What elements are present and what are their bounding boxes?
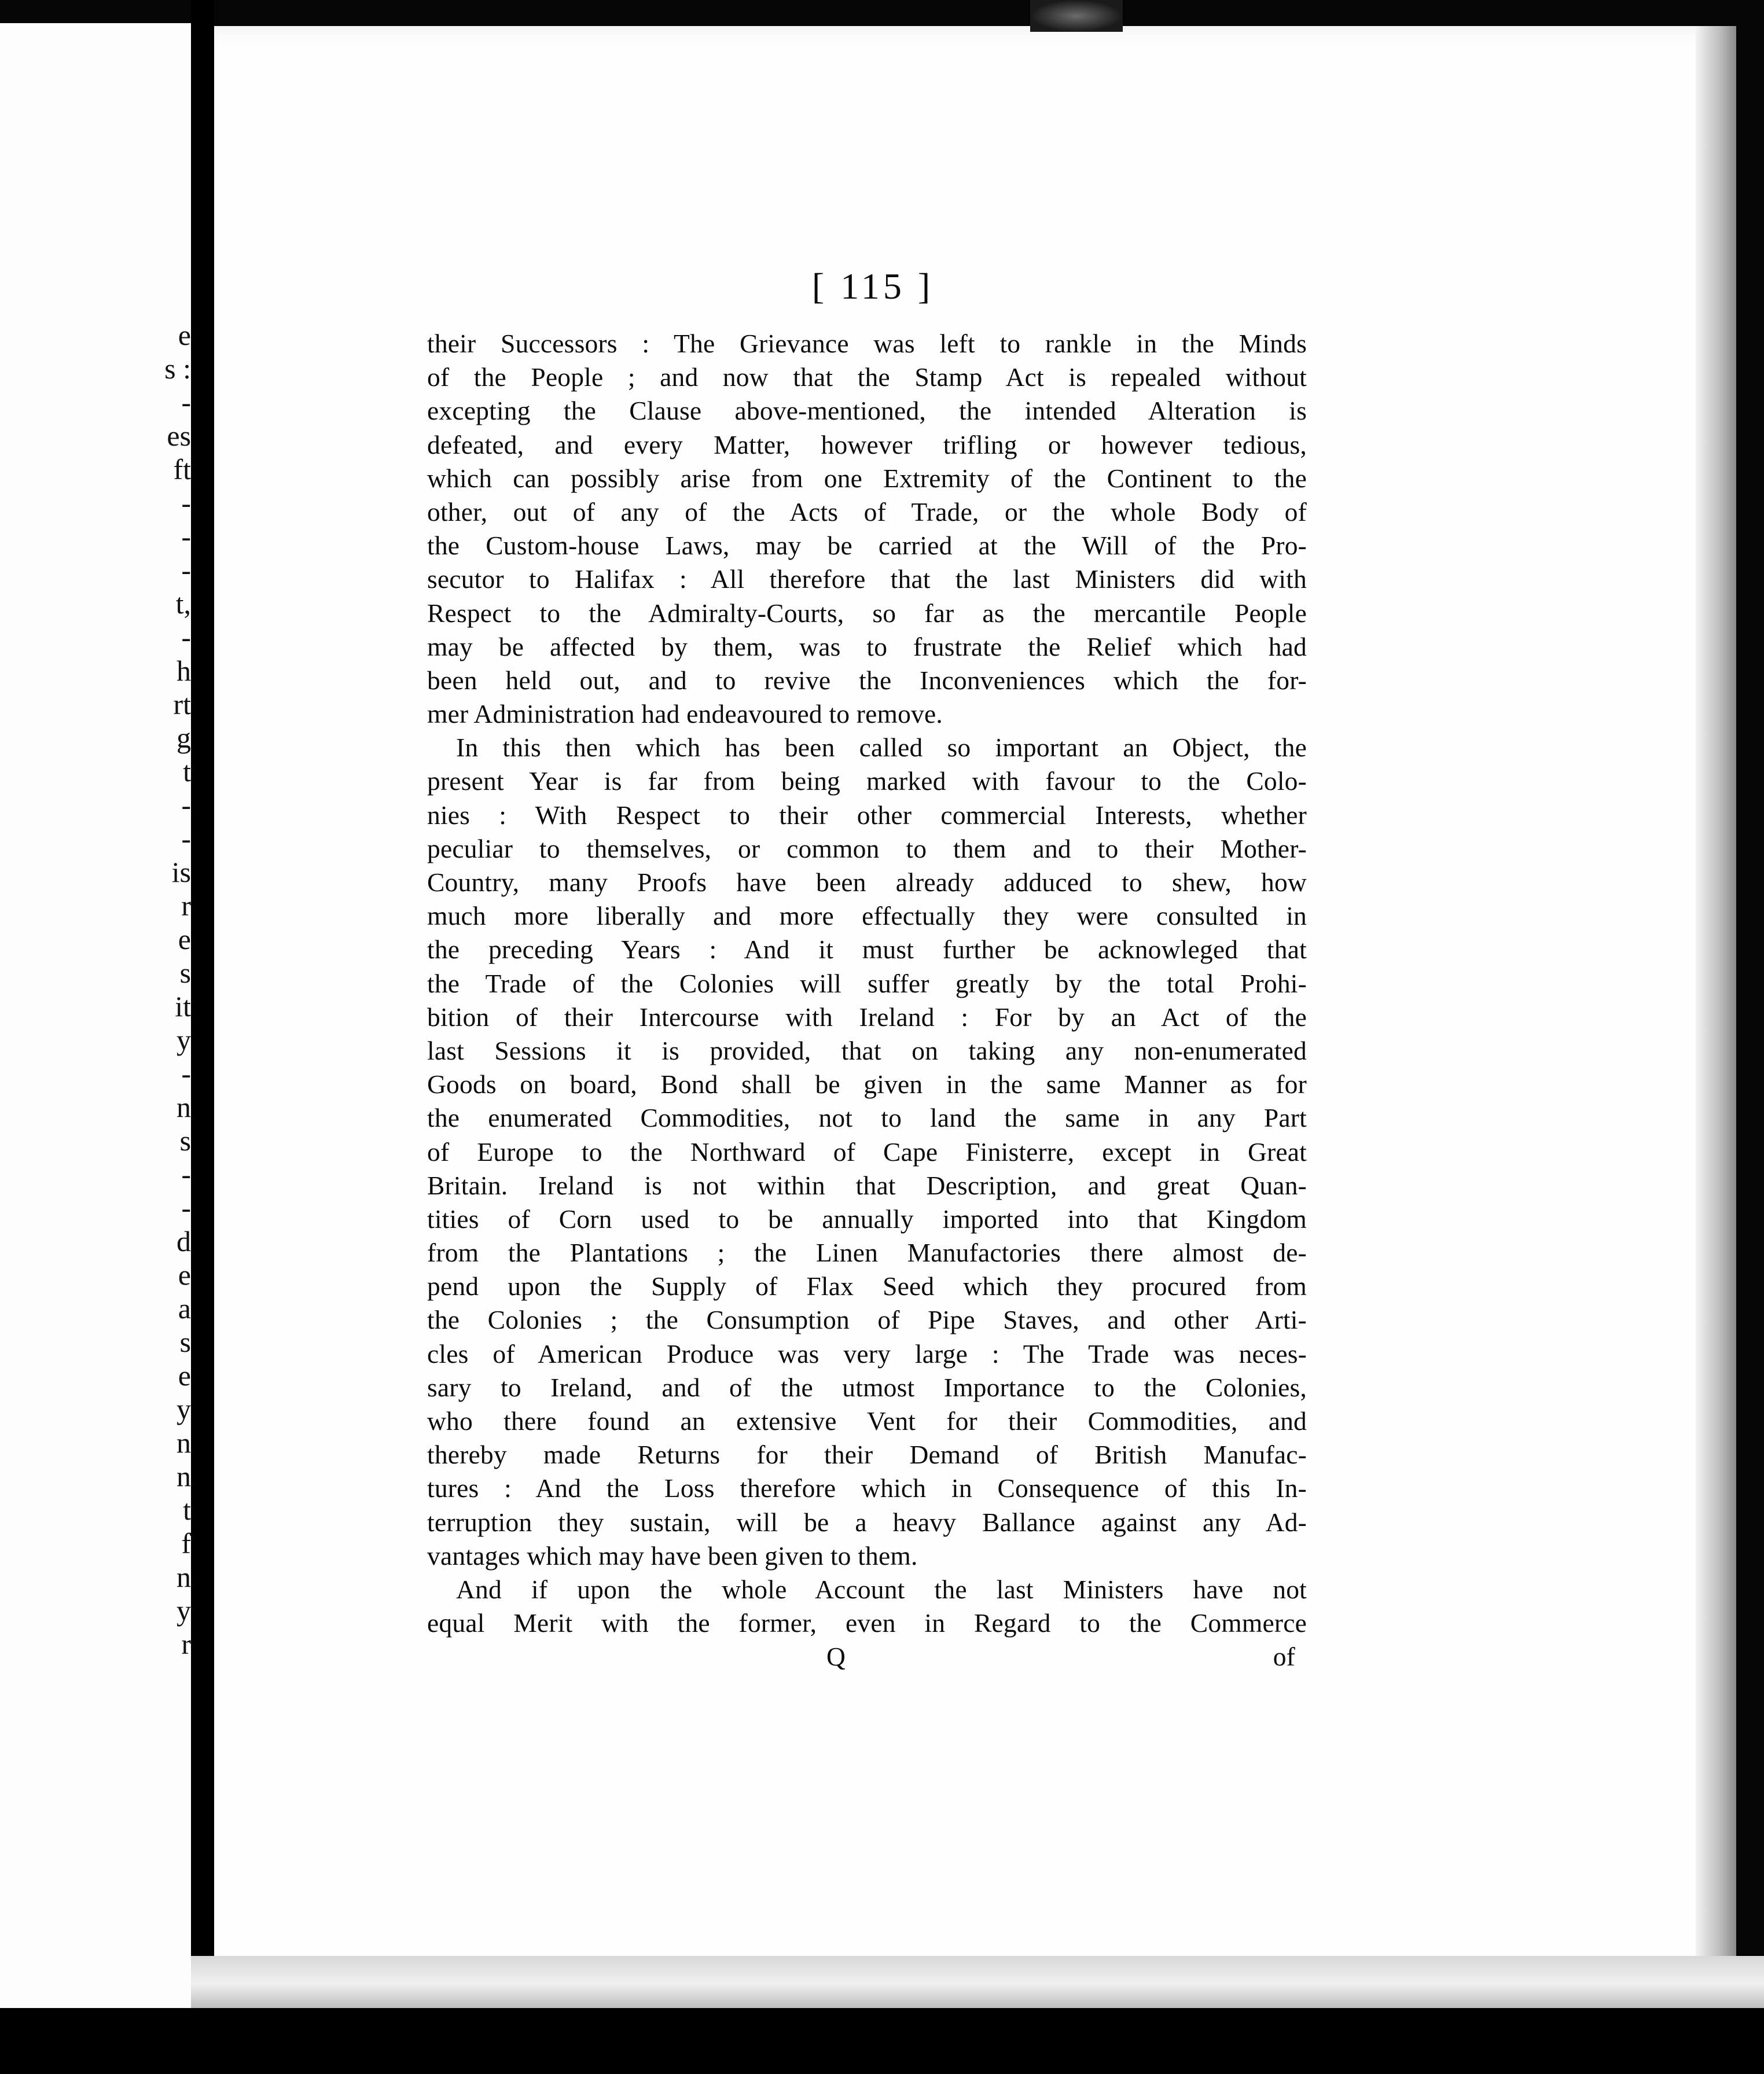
text-line: thereby made Returns for their Demand of British Manufac- bbox=[427, 1440, 1307, 1470]
edge-letter: - bbox=[181, 1158, 191, 1190]
edge-letter: s : bbox=[164, 352, 191, 385]
text-line: terruption they sustain, will be a heavy Ballance against any Ad- bbox=[427, 1507, 1307, 1537]
paragraph-lines bbox=[427, 327, 1307, 1640]
text-line: much more liberally and more effectually they were consulted in bbox=[427, 901, 1307, 931]
edge-letter: ft bbox=[173, 453, 191, 486]
edge-letter: t bbox=[183, 755, 191, 788]
edge-letter: it bbox=[175, 990, 191, 1023]
edge-letter: - bbox=[181, 789, 191, 821]
text-line: the enumerated Commodities, not to land the same in any Part bbox=[427, 1103, 1307, 1133]
edge-letter: s bbox=[179, 1326, 191, 1358]
edge-letter: is bbox=[171, 856, 191, 888]
text-line: secutor to Halifax : All therefore that the last Ministers did with bbox=[427, 564, 1307, 594]
text-line: present Year is far from being marked with favour to the Colo- bbox=[427, 766, 1307, 796]
edge-letter: f bbox=[181, 1527, 191, 1560]
text-line: their Successors : The Grievance was left to rankle in the Minds bbox=[427, 329, 1307, 358]
text-line: who there found an extensive Vent for their Commodities, and bbox=[427, 1406, 1307, 1436]
edge-letter: s bbox=[179, 1124, 191, 1157]
catchword: of bbox=[1273, 1642, 1295, 1672]
edge-letter: r bbox=[181, 889, 191, 922]
text-line: been held out, and to revive the Inconveniences which the for- bbox=[427, 665, 1307, 695]
edge-letter: es bbox=[167, 420, 191, 452]
edge-letter: n bbox=[177, 1460, 191, 1492]
text-line: the Custom-house Laws, may be carried at the Will of the Pro- bbox=[427, 531, 1307, 561]
edge-letter: t bbox=[183, 1494, 191, 1526]
edge-letter: e bbox=[178, 1359, 191, 1392]
edge-letter: - bbox=[181, 621, 191, 653]
text-line: peculiar to themselves, or common to them and to their Mother- bbox=[427, 833, 1307, 863]
scan-bottom-border bbox=[0, 2008, 1764, 2074]
text-line: cles of American Produce was very large : The Trade was neces- bbox=[427, 1338, 1307, 1369]
edge-letter: y bbox=[177, 1594, 191, 1627]
edge-letter: y bbox=[177, 1393, 191, 1425]
text-line: excepting the Clause above-mentioned, the intended Alteration is bbox=[427, 396, 1307, 426]
text-line: other, out of any of the Acts of Trade, or the whole Body of bbox=[427, 497, 1307, 527]
text-line: of the People ; and now that the Stamp Act is repealed without bbox=[427, 362, 1307, 392]
edge-letter: s bbox=[179, 957, 191, 989]
edge-letter: - bbox=[181, 520, 191, 553]
edge-letter: e bbox=[178, 319, 191, 351]
text-line: equal Merit with the former, even in Regard to the Commerce bbox=[427, 1608, 1307, 1638]
text-line: sary to Ireland, and of the utmost Importance to the Colonies, bbox=[427, 1372, 1307, 1402]
text-line: from the Plantations ; the Linen Manufactories there almost de- bbox=[427, 1238, 1307, 1268]
edge-letter: n bbox=[177, 1426, 191, 1459]
text-line: pend upon the Supply of Flax Seed which they procured from bbox=[427, 1271, 1307, 1301]
edge-letter: h bbox=[177, 654, 191, 687]
edge-letter: g bbox=[177, 722, 191, 754]
page-edge-shadow bbox=[1696, 26, 1736, 1982]
text-line: the preceding Years : And it must further be acknowleged that bbox=[427, 935, 1307, 965]
text-line: the Colonies ; the Consumption of Pipe Staves, and other Arti- bbox=[427, 1305, 1307, 1335]
page-footer bbox=[427, 1640, 1307, 1674]
edge-letter: - bbox=[181, 487, 191, 519]
facing-page-edge-text bbox=[156, 318, 191, 1661]
text-line: And if upon the whole Account the last Ministers have not bbox=[456, 1574, 1307, 1604]
text-line: tures : And the Loss therefore which in Consequence of this In- bbox=[427, 1473, 1307, 1503]
edge-letter: y bbox=[177, 1024, 191, 1056]
edge-letter: r bbox=[181, 1628, 191, 1660]
text-line: tities of Corn used to be annually imported into that Kingdom bbox=[427, 1204, 1307, 1234]
edge-letter: - bbox=[181, 1057, 191, 1090]
edge-letter: t, bbox=[175, 587, 191, 620]
edge-letter: e bbox=[178, 923, 191, 955]
scan-smudge bbox=[1030, 0, 1123, 32]
text-line: which can possibly arise from one Extremity of the Continent to the bbox=[427, 463, 1307, 493]
text-line: Goods on board, Bond shall be given in the same Manner as for bbox=[427, 1069, 1307, 1099]
edge-letter: n bbox=[177, 1091, 191, 1123]
signature-mark: Q bbox=[826, 1642, 846, 1672]
text-line: the Trade of the Colonies will suffer greatly by the total Prohi- bbox=[427, 968, 1307, 998]
edge-letter: e bbox=[178, 1259, 191, 1291]
text-line: nies : With Respect to their other commercial Interests, whether bbox=[427, 800, 1307, 830]
edge-letter: - bbox=[181, 822, 191, 855]
edge-letter: d bbox=[177, 1225, 191, 1257]
edge-letter: n bbox=[177, 1561, 191, 1593]
text-line: defeated, and every Matter, however trifling or however tedious, bbox=[427, 429, 1307, 459]
text-line: In this then which has been called so important an Object, the bbox=[456, 733, 1307, 763]
text-line: mer Administration had endeavoured to remove. bbox=[427, 699, 943, 729]
text-line: may be affected by them, was to frustrate the Relief which had bbox=[427, 631, 1307, 661]
facing-page bbox=[0, 23, 194, 2031]
text-line: of Europe to the Northward of Cape Finisterre, except in Great bbox=[427, 1137, 1307, 1167]
page-number: [ 115 ] bbox=[811, 266, 934, 307]
page-text bbox=[427, 263, 1307, 1674]
gutter bbox=[191, 0, 214, 2074]
text-line: vantages which may have been given to them. bbox=[427, 1540, 918, 1571]
text-line: last Sessions it is provided, that on taking any non-enumerated bbox=[427, 1035, 1307, 1065]
edge-letter: a bbox=[178, 1292, 191, 1325]
edge-letter: rt bbox=[173, 688, 191, 720]
edge-letter: - bbox=[181, 386, 191, 418]
text-line: Britain. Ireland is not within that Description, and great Quan- bbox=[427, 1170, 1307, 1200]
text-line: bition of their Intercourse with Ireland : For by an Act of the bbox=[427, 1002, 1307, 1032]
text-line: Country, many Proofs have been already adduced to shew, how bbox=[427, 867, 1307, 897]
text-line: Respect to the Admiralty-Courts, so far as the mercantile People bbox=[427, 598, 1307, 628]
edge-letter: - bbox=[181, 1192, 191, 1224]
edge-letter: - bbox=[181, 554, 191, 586]
